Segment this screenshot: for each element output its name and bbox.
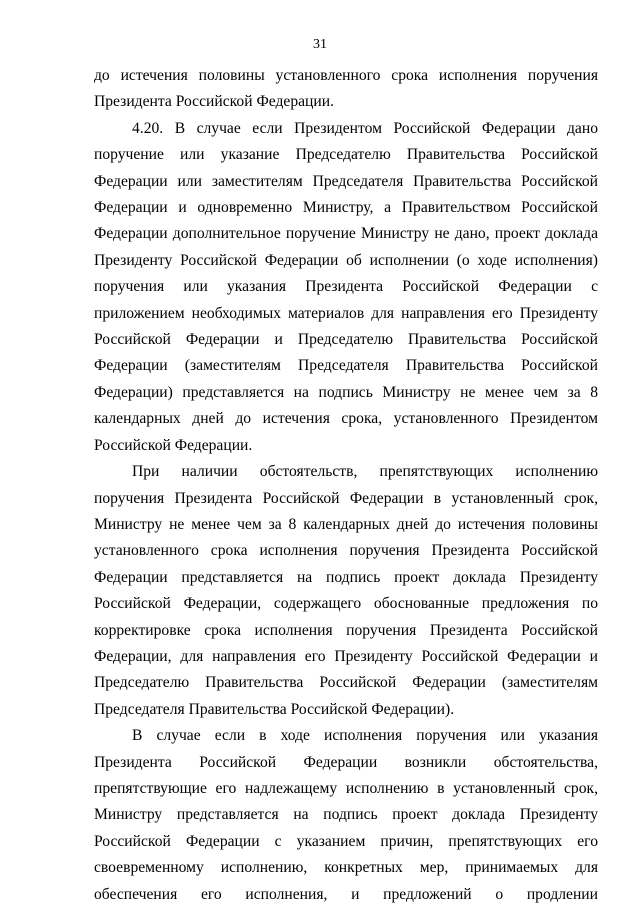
paragraph-4-20: 4.20. В случае если Президентом Российской Федерации дано поручение или указание Председателю Правительства Российской Федерации или заместителям Председателя Правительства Российской Федерации и одновременно Министру, а Правительством Российской Федерации дополнительное поручение Министру не дано, проект доклада Президенту Российской Федерации об исполнении (о ходе исполнения) поручения или указания Президента Российской Федерации с приложением необходимых материалов для направления его Президенту Российской Федерации и Председателю Правительства Российской Федерации (заместителям Председателя Правительства Российской Федерации) представляется на подпись Министру не менее чем за 8 календарных дней до истечения срока, установленного Президентом Российской Федерации. bbox=[94, 119, 598, 454]
page-number: 31 bbox=[313, 37, 327, 52]
paragraph-obstacles-deadline: При наличии обстоятельств, препятствующих исполнению поручения Президента Российской Федерации в установленный срок, Министру не менее чем за 8 календарных дней до истечения половины установленного срока исполнения поручения Президента Российской Федерации представляется на подпись проект доклада Президенту Российской Федерации, содержащего обоснованные предложения по корректировке срока исполнения поручения Президента Российской Федерации, для направления его Президенту Российской Федерации и Председателю Правительства Российской Федерации (заместителям Председателя Правительства Российской Федерации). bbox=[94, 463, 598, 718]
document-body bbox=[94, 63, 598, 908]
paragraph-continuation: до истечения половины установленного срока исполнения поручения Президента Российской Федерации. bbox=[94, 67, 598, 111]
paragraph-obstacles-during-execution: В случае если в ходе исполнения поручения или указания Президента Российской Федерации возникли обстоятельства, препятствующие его надлежащему исполнению в установленный срок, Министру представляется на подпись проект доклада Президенту Российской Федерации с указанием причин, препятствующих его своевременному исполнению, конкретных мер, принимаемых для обеспечения его исполнения, и предложений о продлении bbox=[94, 727, 598, 903]
